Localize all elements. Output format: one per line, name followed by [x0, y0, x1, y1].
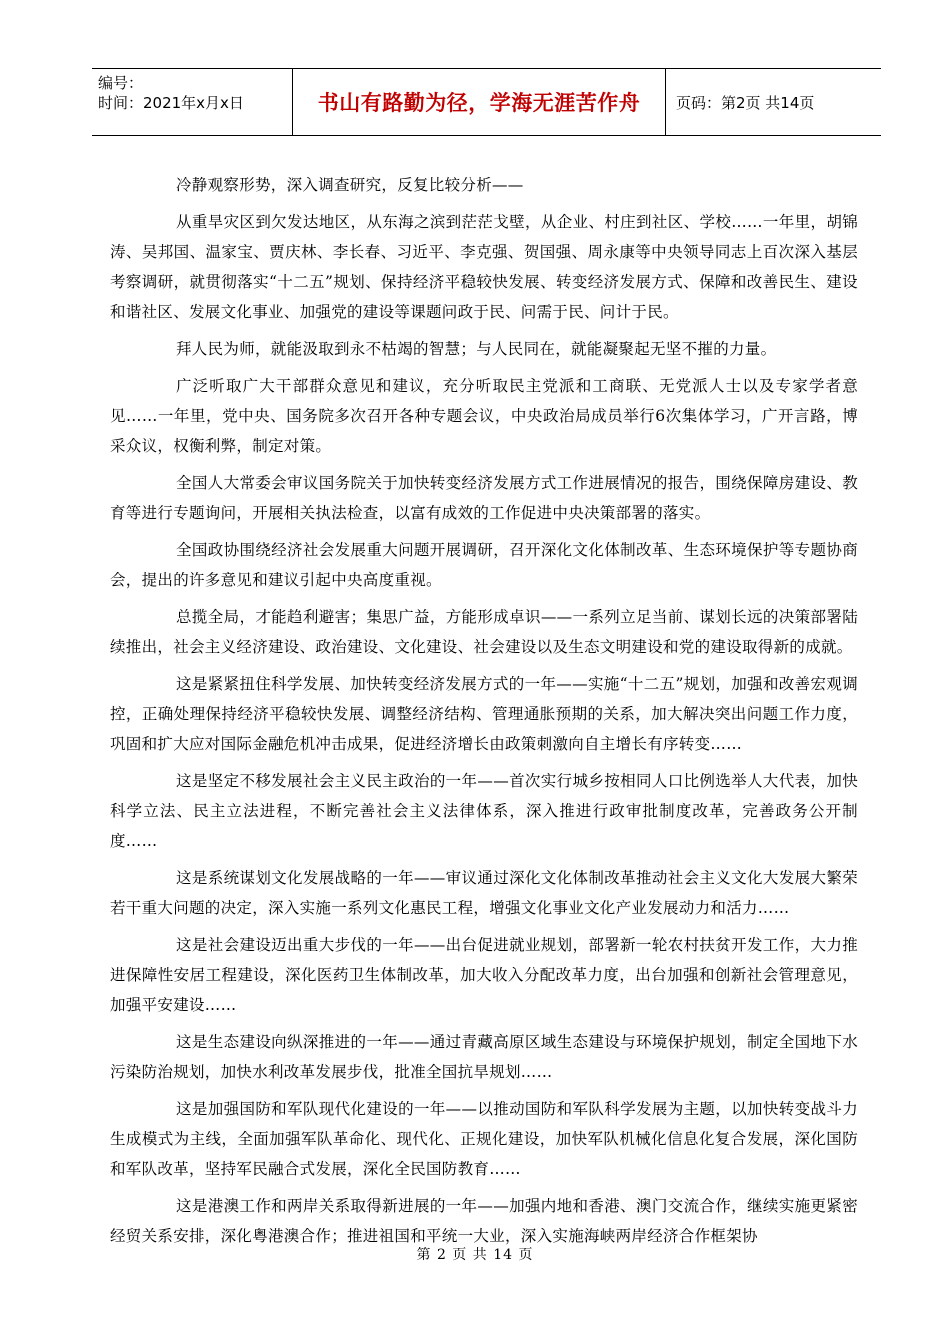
paragraph: 全国政协围绕经济社会发展重大问题开展调研，召开深化文化体制改革、生态环境保护等专题协商会，提出的许多意见和建议引起中央高度重视。 — [110, 541, 858, 589]
paragraph: 这是港澳工作和两岸关系取得新进展的一年——加强内地和香港、澳门交流合作，继续实施更紧密经贸关系安排，深化粤港澳合作；推进祖国和平统一大业，深入实施海峡两岸经济合作框架协 — [110, 1197, 858, 1245]
paragraph: 这是社会建设迈出重大步伐的一年——出台促进就业规划，部署新一轮农村扶贫开发工作，大力推进保障性安居工程建设，深化医药卫生体制改革，加大收入分配改革力度，出台加强和创新社会管理意见，加强平安建设…… — [110, 936, 858, 1014]
page-footer: 第 2 页 共 14 页 — [416, 1247, 534, 1263]
paragraph: 全国人大常委会审议国务院关于加快转变经济发展方式工作进展情况的报告，围绕保障房建设、教育等进行专题询问，开展相关执法检查，以富有成效的工作促进中央决策部署的落实。 — [110, 474, 858, 522]
header-motto: 书山有路勤为径，学海无涯苦作舟 — [293, 69, 666, 135]
paragraph: 这是紧紧扭住科学发展、加快转变经济发展方式的一年——实施“十二五”规划，加强和改善宏观调控，正确处理保持经济平稳较快发展、调整经济结构、管理通胀预期的关系，加大解决突出问题工作力度，巩固和扩大应对国际金融危机冲击成果，促进经济增长由政策刺激向自主增长有序转变…… — [110, 675, 858, 753]
paragraph: 总揽全局，才能趋利避害；集思广益，方能形成卓识——一系列立足当前、谋划长远的决策部署陆续推出，社会主义经济建设、政治建设、文化建设、社会建设以及生态文明建设和党的建设取得新的成就。 — [110, 608, 858, 656]
page-header — [92, 68, 881, 136]
number-label: 编号： — [98, 74, 144, 92]
document-body — [110, 170, 858, 1258]
header-meta — [92, 69, 293, 135]
paragraph: 这是系统谋划文化发展战略的一年——审议通过深化文化体制改革推动社会主义文化大发展大繁荣若干重大问题的决定，深入实施一系列文化惠民工程，增强文化事业文化产业发展动力和活力…… — [110, 869, 858, 917]
header-page-label: 页码：第2页 共14页 — [676, 93, 815, 112]
paragraph: 这是生态建设向纵深推进的一年——通过青藏高原区域生态建设与环境保护规划，制定全国地下水污染防治规划，加快水利改革发展步伐，批准全国抗旱规划…… — [110, 1033, 858, 1081]
paragraph: 冷静观察形势，深入调查研究，反复比较分析—— — [176, 176, 524, 194]
paragraph: 这是加强国防和军队现代化建设的一年——以推动国防和军队科学发展为主题，以加快转变战斗力生成模式为主线，全面加强军队革命化、现代化、正规化建设，加快军队机械化信息化复合发展，深化国防和军队改革，坚持军民融合式发展，深化全民国防教育…… — [110, 1100, 858, 1178]
time-label: 时间：2021年x月x日 — [98, 94, 244, 112]
paragraph: 这是坚定不移发展社会主义民主政治的一年——首次实行城乡按相同人口比例选举人大代表，加快科学立法、民主立法进程，不断完善社会主义法律体系，深入推进行政审批制度改革，完善政务公开制度…… — [110, 772, 858, 850]
paragraph: 从重旱灾区到欠发达地区，从东海之滨到茫茫戈壁，从企业、村庄到社区、学校……一年里，胡锦涛、吴邦国、温家宝、贾庆林、李长春、习近平、李克强、贺国强、周永康等中央领导同志上百次深入基层考察调研，就贯彻落实“十二五”规划、保持经济平稳较快发展、转变经济发展方式、保障和改善民生、建设和谐社区、发展文化事业、加强党的建设等课题问政于民、问需于民、问计于民。 — [110, 213, 858, 321]
paragraph: 广泛听取广大干部群众意见和建议，充分听取民主党派和工商联、无党派人士以及专家学者意见……一年里，党中央、国务院多次召开各种专题会议，中央政治局成员举行6次集体学习，广开言路，博采众议，权衡利弊，制定对策。 — [110, 377, 858, 455]
paragraph: 拜人民为师，就能汲取到永不枯竭的智慧；与人民同在，就能凝聚起无坚不摧的力量。 — [176, 340, 777, 358]
